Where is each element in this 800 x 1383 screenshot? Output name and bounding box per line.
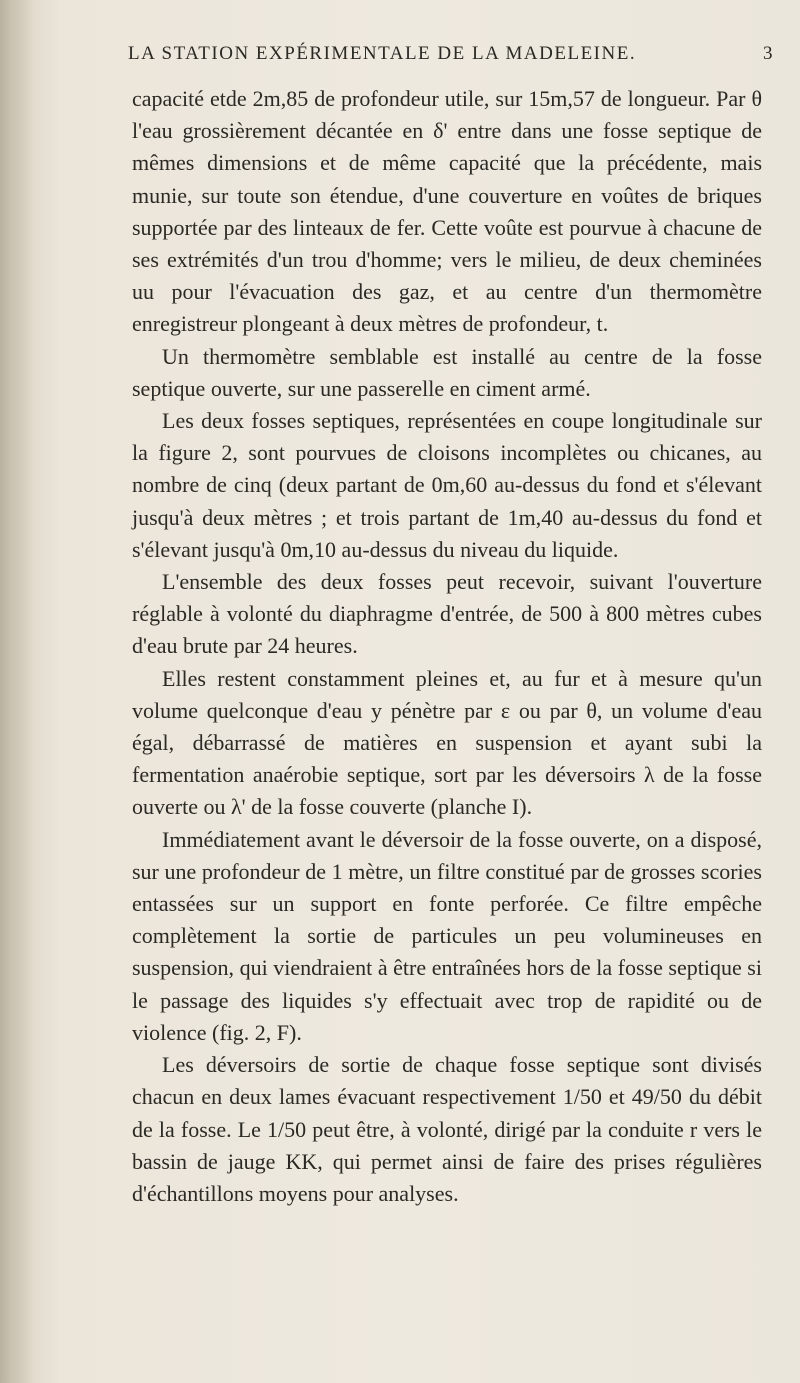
body-text: [132, 83, 762, 1210]
running-title: LA STATION EXPÉRIMENTALE DE LA MADELEINE.: [128, 43, 637, 64]
paragraph-5: Elles restent constamment pleines et, au fur et à mesure qu'un volume quelconque d'eau y pénètre par ε ou par θ, un volume d'eau égal, débarrassé de matières en suspension et ayant subi la fermentation anaérobie septique, sort par les déversoirs λ de la fosse ouverte ou λ' de la fosse couverte (planche I).: [132, 665, 762, 820]
page-header: [128, 43, 798, 73]
paragraph-3: Les deux fosses septiques, représentées en coupe longitudinale sur la figure 2, sont pourvues de cloisons incomplètes ou chicanes, au nombre de cinq (deux partant de 0m,60 au-dessus du fond et s'élevant jusqu'à deux mètres ; et trois partant de 1m,40 au-dessus du fond et s'élevant jusqu'à 0m,10 au-dessus du niveau du liquide.: [132, 408, 762, 562]
paragraph-4: L'ensemble des deux fosses peut recevoir, suivant l'ouverture réglable à volonté du diaphragme d'entrée, de 500 à 800 mètres cubes d'eau brute par 24 heures.: [132, 569, 762, 659]
paragraph-7: Les déversoirs de sortie de chaque fosse septique sont divisés chacun en deux lames évacuant respectivement 1/50 et 49/50 du débit de la fosse. Le 1/50 peut être, à volonté, dirigé par la conduite r vers le bassin de jauge KK, qui permet ainsi de faire des prises régulières d'échantillons moyens pour analyses.: [132, 1052, 762, 1206]
page-gutter-shadow: [0, 0, 34, 1383]
page-number: 3: [763, 43, 774, 64]
paragraph-6: Immédiatement avant le déversoir de la fosse ouverte, on a disposé, sur une profondeur de 1 mètre, un filtre constitué par de grosses scories entassées sur un support en fonte perforée. Ce filtre empêche complètement la sortie de particules un peu volumineuses en suspension, qui viendraient à être entraînées hors de la fosse septique si le passage des liquides s'y effectuait avec trop de rapidité ou de violence (fig. 2, F).: [132, 826, 762, 1045]
paragraph-2: Un thermomètre semblable est installé au centre de la fosse septique ouverte, sur une passerelle en ciment armé.: [132, 343, 762, 401]
paragraph-1: capacité etde 2m,85 de profondeur utile, sur 15m,57 de longueur. Par θ l'eau grossièrement décantée en δ' entre dans une fosse septique de mêmes dimensions et de même capacité que la précédente, mais munie, sur toute son étendue, d'une couverture en voûtes de briques supportée par des linteaux de fer. Cette voûte est pourvue à chacune de ses extrémités d'un trou d'homme; vers le milieu, de deux cheminées uu pour l'évacuation des gaz, et au centre d'un thermomètre enregistreur plongeant à deux mètres de profondeur, t.: [132, 86, 762, 337]
